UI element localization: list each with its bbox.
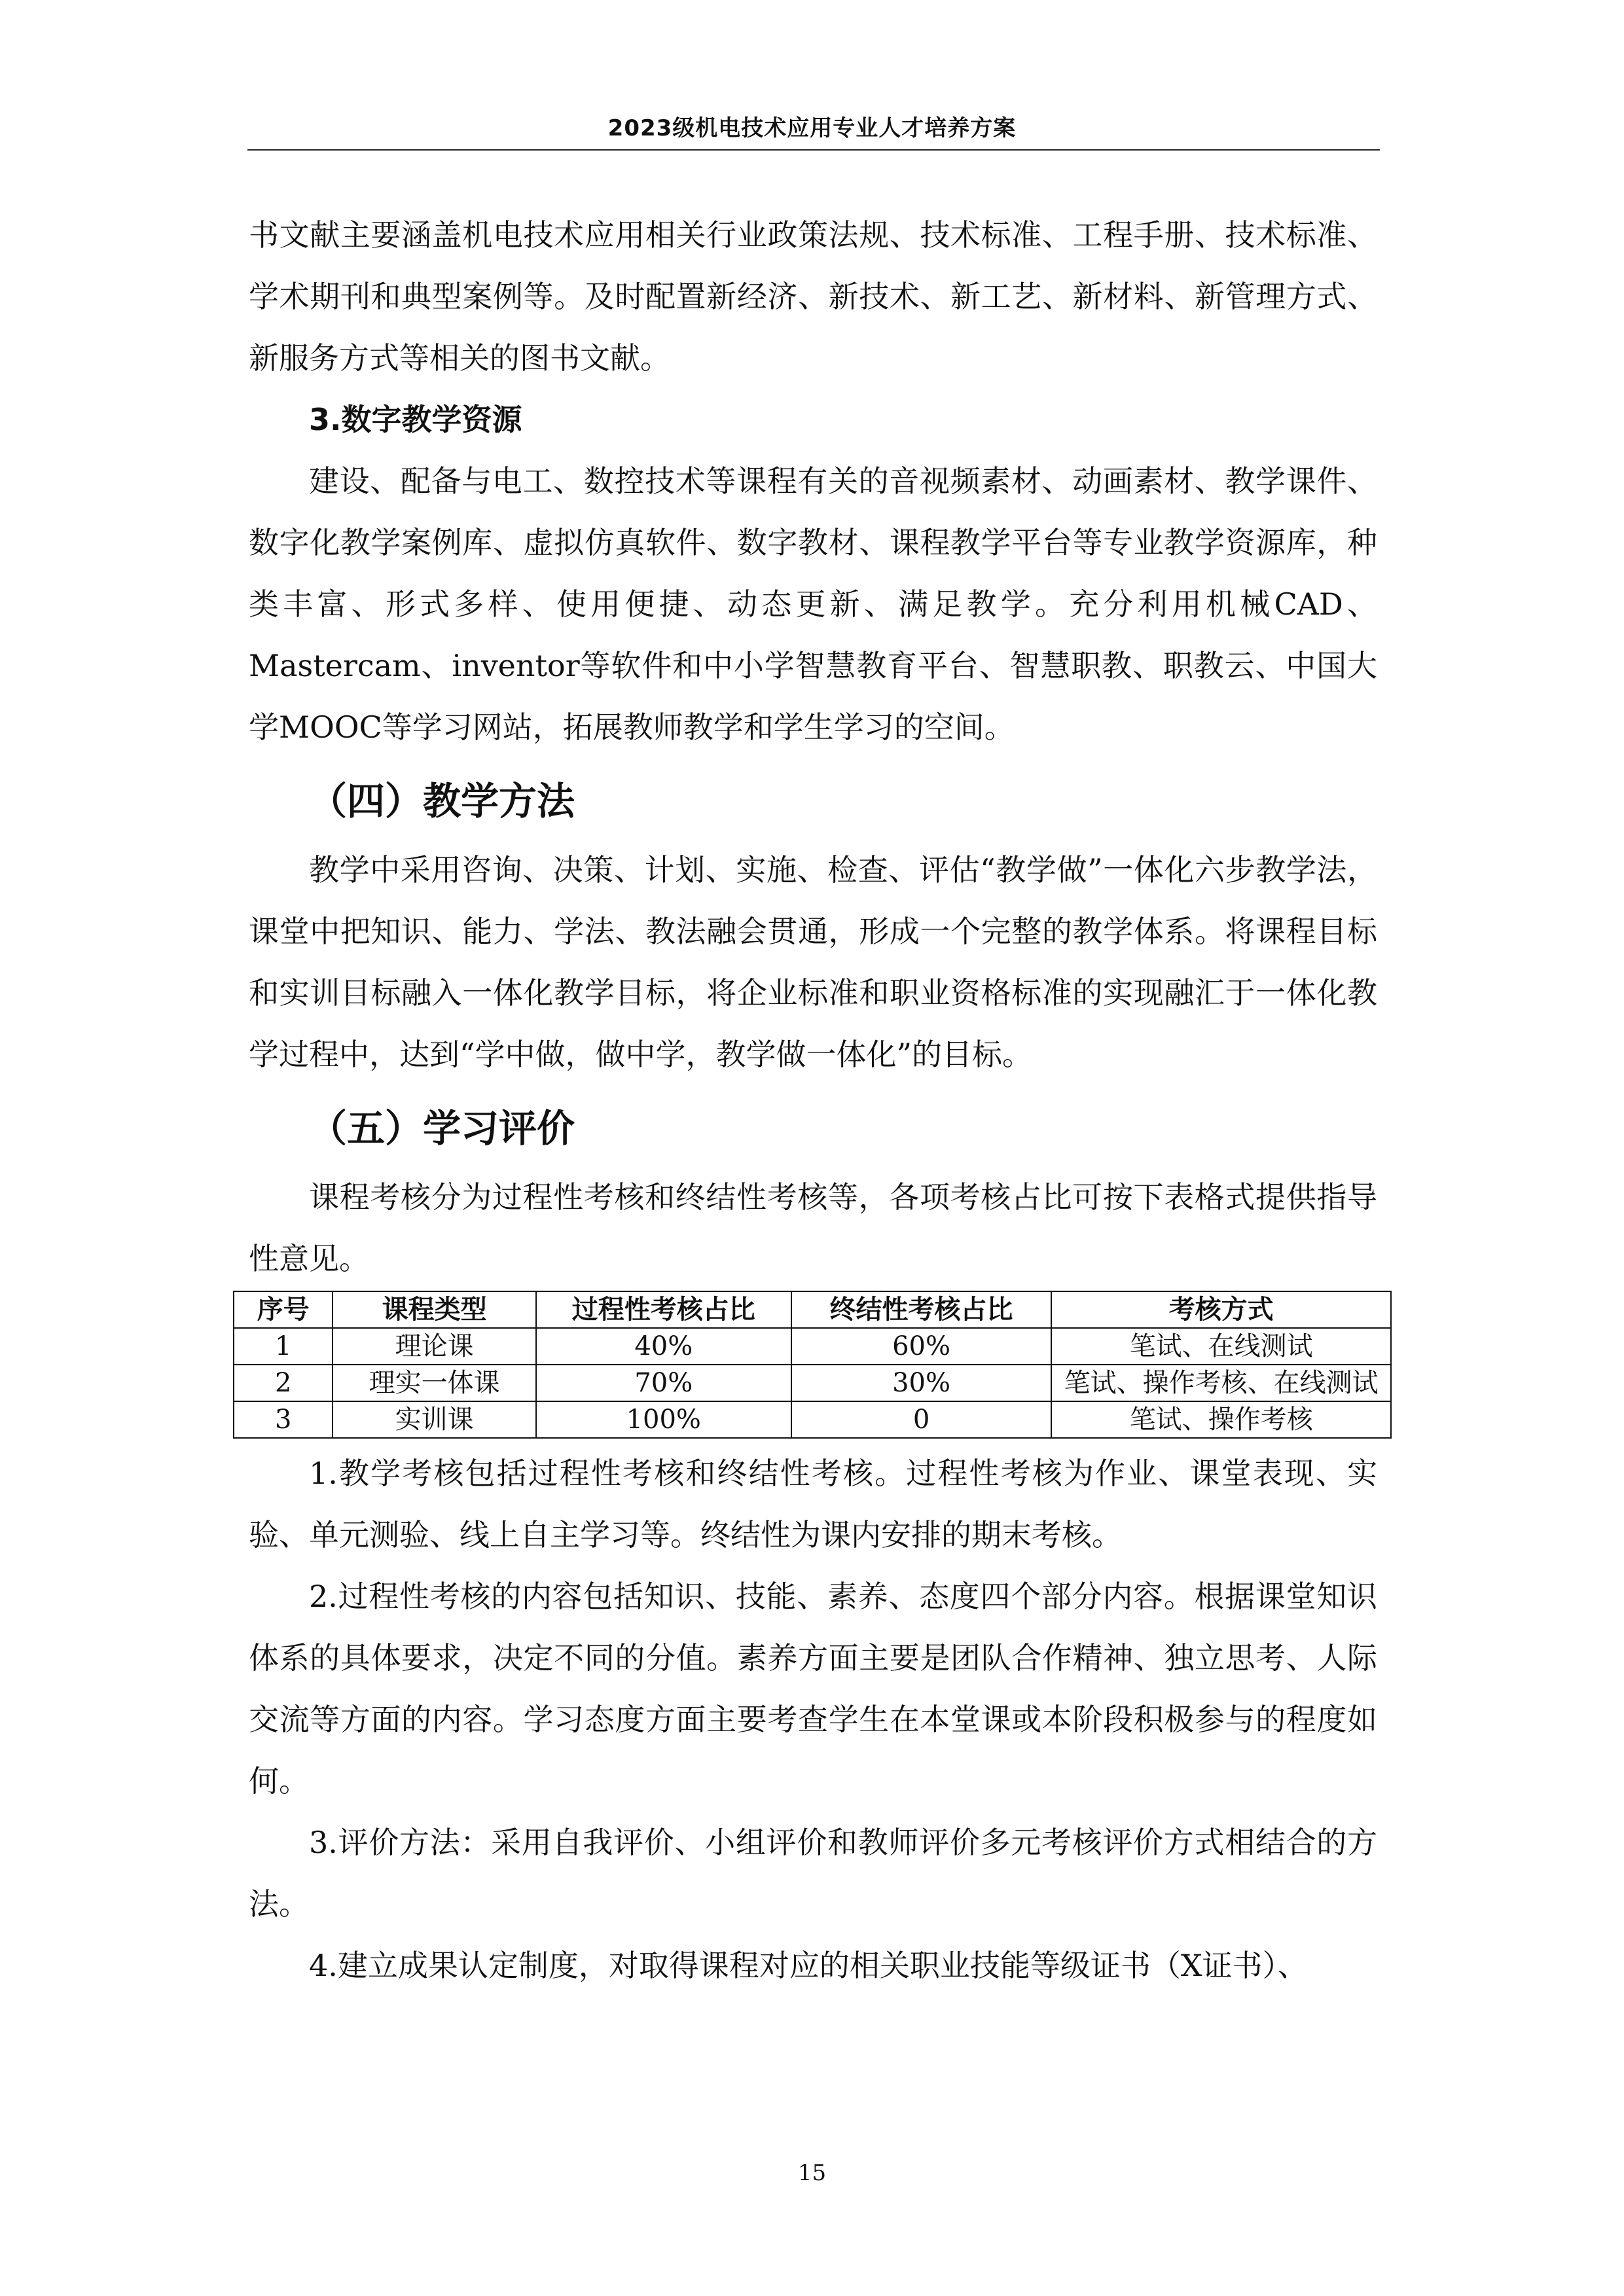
table-cell: 2 [234,1365,333,1401]
table-header-cell: 过程性考核占比 [536,1291,791,1328]
running-header: 2023级机电技术应用专业人才培养方案 [607,115,1017,141]
table-cell: 100% [536,1401,791,1438]
table-cell: 笔试、在线测试 [1051,1328,1391,1365]
table-cell: 70% [536,1365,791,1401]
table-cell: 30% [791,1365,1052,1401]
table-cell: 60% [791,1328,1052,1365]
table-header-cell: 考核方式 [1051,1291,1391,1328]
paragraph-teaching-methods: 教学中采用咨询、决策、计划、实施、检查、评估“教学做”一体化六步教学法，课堂中把知识、能力、学法、教法融会贯通，形成一个完整的教学体系。将课程目标和实训目标融入一体化教学目标，将企业标准和职业资格标准的实现融汇于一体化教学过程中，达到“学中做，做中学，教学做一体化”的目标。 [249,852,1377,1072]
paragraph-assessment-item-3: 3.评价方法：采用自我评价、小组评价和教师评价多元考核评价方式相结合的方法。 [249,1825,1377,1922]
page-number: 15 [797,2160,827,2186]
table-header-cell: 序号 [234,1291,333,1328]
table-cell: 笔试、操作考核 [1051,1401,1391,1438]
paragraph-assessment-item-4: 4.建立成果认定制度，对取得课程对应的相关职业技能等级证书（X证书）、 [309,1948,1308,1983]
paragraph-evaluation-intro: 课程考核分为过程性考核和终结性考核等，各项考核占比可按下表格式提供指导性意见。 [249,1179,1377,1276]
table-cell: 3 [234,1401,333,1438]
table-row [234,1365,1391,1401]
table-header-cell: 终结性考核占比 [791,1291,1052,1328]
table-cell: 实训课 [333,1401,535,1438]
paragraph-digital-resources: 建设、配备与电工、数控技术等课程有关的音视频素材、动画素材、教学课件、数字化教学案例库、虚拟仿真软件、数字教材、课程教学平台等专业教学资源库，种类丰富、形式多样、使用便捷、动态更新、满足教学。充分利用机械CAD、Mastercam、inventor等软件和中小学智慧教育平台、智慧职教、职教云、中国大学MOOC等学习网站，拓展教师教学和学生学习的空间。 [249,463,1377,745]
assessment-table [233,1291,1392,1439]
section-heading-teaching-methods: （四）教学方法 [309,779,575,823]
table-cell: 理论课 [333,1328,535,1365]
section-heading-learning-evaluation: （五）学习评价 [309,1106,575,1151]
table-row [234,1401,1391,1438]
table-cell: 1 [234,1328,333,1365]
table-cell: 笔试、操作考核、在线测试 [1051,1365,1391,1401]
header-divider [247,149,1380,151]
table-header-cell: 课程类型 [333,1291,535,1328]
paragraph-library-resources: 书文献主要涵盖机电技术应用相关行业政策法规、技术标准、工程手册、技术标准、学术期刊和典型案例等。及时配置新经济、新技术、新工艺、新材料、新管理方式、新服务方式等相关的图书文献。 [249,217,1377,376]
paragraph-assessment-item-1: 1.教学考核包括过程性考核和终结性考核。过程性考核为作业、课堂表现、实验、单元测验、线上自主学习等。终结性为课内安排的期末考核。 [249,1456,1377,1552]
table-cell: 40% [536,1328,791,1365]
table-header-row [234,1291,1391,1328]
paragraph-assessment-item-2: 2.过程性考核的内容包括知识、技能、素养、态度四个部分内容。根据课堂知识体系的具体要求，决定不同的分值。素养方面主要是团队合作精神、独立思考、人际交流等方面的内容。学习态度方面主要考查学生在本堂课或本阶段积极参与的程度如何。 [249,1579,1377,1799]
table-cell: 理实一体课 [333,1365,535,1401]
subheading-digital-resources: 3.数字教学资源 [309,402,522,437]
table-cell: 0 [791,1401,1052,1438]
page-content [249,204,1377,1996]
table-row [234,1328,1391,1365]
